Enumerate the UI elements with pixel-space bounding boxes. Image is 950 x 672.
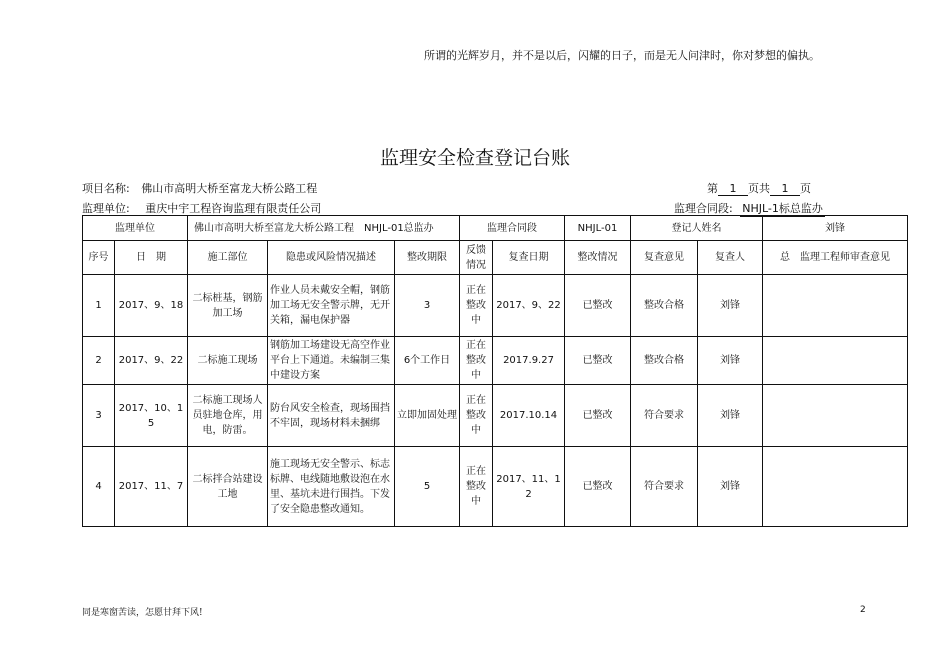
column-header: 日 期 [115,241,188,275]
project-value: 佛山市高明大桥至富龙大桥公路工程 [141,182,318,195]
recheck-date: 2017、11、12 [493,447,565,527]
construction-location: 二标拌合站建设工地 [188,447,268,527]
rectification-status: 已整改 [565,337,631,385]
recheck-opinion: 符合要求 [631,447,698,527]
recheck-opinion: 整改合格 [631,337,698,385]
column-header: 整改期限 [395,241,460,275]
reviewer: 刘锋 [698,275,763,337]
header-quote: 所谓的光辉岁月，并不是以后，闪耀的日子，而是无人问津时，你对梦想的偏执。 [424,49,820,62]
rectification-deadline: 5 [395,447,460,527]
hazard-description: 作业人员未戴安全帽，钢筋加工场无安全警示牌，无开关箱，漏电保护器 [268,275,395,337]
info-row [83,216,908,241]
feedback-status: 正在整改中 [460,385,493,447]
chief-engineer-opinion [763,337,908,385]
construction-location: 二标施工现场人员驻地仓库，用电，防雷。 [188,385,268,447]
table-row [83,337,908,385]
project-name-line [82,180,317,196]
reviewer: 刘锋 [698,385,763,447]
footer-quote: 同是寒窗苦读，怎愿甘拜下风! [82,608,203,618]
info-contract-label: 监理合同段 [460,216,565,241]
info-unit-value [188,216,460,241]
column-header: 施工部位 [188,241,268,275]
page-total: 1 [770,182,800,196]
rectification-status: 已整改 [565,385,631,447]
rectification-deadline: 3 [395,275,460,337]
page-number: 2 [860,605,866,615]
page-mid: 页共 [748,182,770,195]
info-registrar-value: 刘锋 [763,216,908,241]
info-unit-code: NHJL-01总监办 [364,222,434,234]
page-title: 监理安全检查登记台账 [379,147,570,169]
recheck-opinion: 符合要求 [631,385,698,447]
page-current: 1 [718,182,748,196]
column-header: 隐患或风险情况描述 [268,241,395,275]
rectification-deadline: 6个工作日 [395,337,460,385]
column-header: 总 监理工程师审查意见 [763,241,908,275]
feedback-status: 正在整改中 [460,275,493,337]
chief-engineer-opinion [763,385,908,447]
inspection-date: 2017、10、15 [115,385,188,447]
hazard-description: 钢筋加工场建设无高空作业平台上下通道。未编制三集中建设方案 [268,337,395,385]
recheck-opinion: 整改合格 [631,275,698,337]
table-row [83,447,908,527]
hazard-description: 防台风安全检查，现场围挡不牢固，现场材料未捆绑 [268,385,395,447]
info-contract-value: NHJL-01 [565,216,631,241]
supervisor-value: 重庆中宇工程咨询监理有限责任公司 [145,202,322,215]
page-count [707,180,811,196]
column-header: 复查人 [698,241,763,275]
column-header: 复查日期 [493,241,565,275]
supervisor-label: 监理单位: [82,202,130,215]
column-header: 反馈情况 [460,241,493,275]
contract-label: 监理合同段: [674,202,733,215]
recheck-date: 2017.10.14 [493,385,565,447]
row-number: 1 [83,275,115,337]
table-row [83,385,908,447]
row-number: 2 [83,337,115,385]
reviewer: 刘锋 [698,337,763,385]
info-unit-label: 监理单位 [83,216,188,241]
construction-location: 二标桩基，钢筋加工场 [188,275,268,337]
page-prefix: 第 [707,182,718,195]
inspection-ledger-table [82,215,908,527]
recheck-date: 2017、9、22 [493,275,565,337]
row-number: 4 [83,447,115,527]
inspection-date: 2017、9、22 [115,337,188,385]
row-number: 3 [83,385,115,447]
inspection-date: 2017、11、7 [115,447,188,527]
contract-value: NHJL-1标总监办 [742,202,823,215]
reviewer: 刘锋 [698,447,763,527]
column-header-row [83,241,908,275]
column-header: 整改情况 [565,241,631,275]
page-suffix: 页 [800,182,811,195]
feedback-status: 正在整改中 [460,337,493,385]
rectification-status: 已整改 [565,275,631,337]
chief-engineer-opinion [763,275,908,337]
info-registrar-label: 登记人姓名 [631,216,763,241]
inspection-date: 2017、9、18 [115,275,188,337]
feedback-status: 正在整改中 [460,447,493,527]
column-header: 序号 [83,241,115,275]
table-row [83,275,908,337]
recheck-date: 2017.9.27 [493,337,565,385]
construction-location: 二标施工现场 [188,337,268,385]
project-label: 项目名称: [82,182,130,195]
rectification-deadline: 立即加固处理 [395,385,460,447]
supervisor-line [82,200,321,216]
column-header: 复查意见 [631,241,698,275]
hazard-description: 施工现场无安全警示、标志标牌、电线随地敷设泡在水里、基坑未进行围挡。下发了安全隐患整改通知。 [268,447,395,527]
info-unit-name: 佛山市高明大桥至富龙大桥公路工程 [194,222,354,234]
rectification-status: 已整改 [565,447,631,527]
chief-engineer-opinion [763,447,908,527]
